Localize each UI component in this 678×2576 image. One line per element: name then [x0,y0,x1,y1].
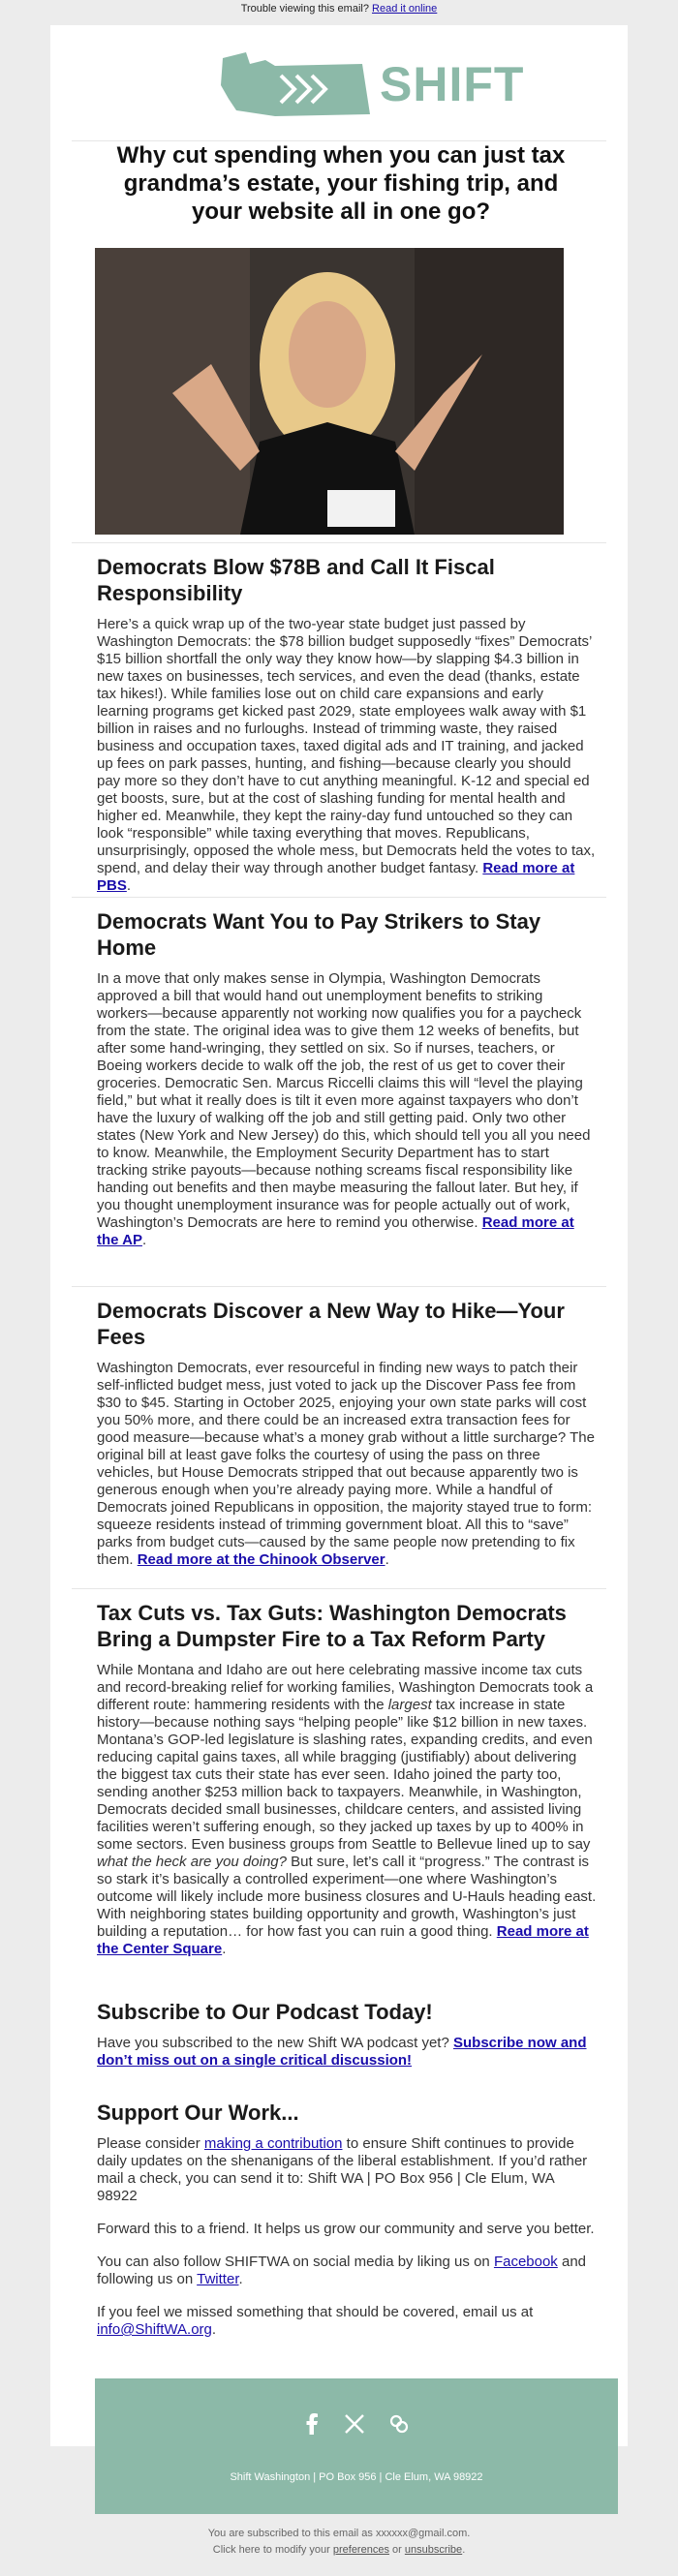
article-body: In a move that only makes sense in Olympia, Washington Democrats approved a bill that would hand out unemployment benefits to striking workers—because apparently not working now qualifies you for a paycheck from the state. The original idea was to give them 12 weeks of benefits, but after some hand-wringing, they settled on six. So if nurses, teachers, or Boeing workers decide to walk off the job, the rest of us get to cover their groceries. Democratic Sen. Marcus Riccelli claims this will “level the playing field,” but what it really does is tilt it even more against taxpayers who don’t have the luxury of walking off the job and still getting paid. Only two other states (New York and New Jersey) do this, which should tell you all you need to know. Meanwhile, the Employment Security Department has to start tracking strike payouts—because nothing screams fiscal responsibility like handing out benefits and then maybe measuring the fallout later. But hey, if you thought unemployment insurance was for people actually out of work, Washington’s Democrats are here to remind you otherwise. Read more at the AP. [97,970,591,1248]
support-email [97,2304,597,2339]
contribution-link[interactable]: making a contribution [203,2135,343,2152]
twitter-link[interactable]: Twitter [197,2271,239,2287]
support-text: If you feel we missed something that should be covered, email us at [97,2304,534,2320]
article-emphasis: largest [387,1697,432,1713]
link-icon[interactable] [388,2413,410,2439]
preheader-text: Trouble viewing this email? [240,3,369,15]
support-text: . [238,2271,243,2287]
article-body: Here’s a quick wrap up of the two-year state budget just passed by Washington Democrats: the $78 billion budget supposedly “fixes” Democrats’ $15 billion shortfall the only way they know how—by slapping $4.3 billion in new taxes on businesses, tech services, and even the dead (thanks, estate tax hikes!). While families lose out on child care expansions and early learning programs get kicked past 2029, state employees walk away with $1 billion in raises and no furloughs. Instead of trimming waste, they raised business and occupation taxes, taxed digital ads and IT training, and jacked up fees on park passes, hunting, and fishing—because clearly you should pay more so they don’t have to cut anything meaningful. K-12 and special ed get boosts, sure, but at the cost of slashing funding for mental health and higher ed. Meanwhile, they kept the rainy-day fund untouched so they can look “responsible” while taxing everything that moves. Republicans, unsurprisingly, opposed the whole mess, but Democrats held the votes to tax, spend, and delay their way through another budget fantasy. Read more at PBS. [97,616,596,894]
washington-state-icon [217,43,372,124]
article-link[interactable]: Read more at the AP [97,1214,574,1248]
footer-text: . [462,2544,466,2556]
podcast-question: Have you subscribed to the new Shift WA podcast yet? [97,2035,449,2051]
footer-band [95,2378,618,2514]
support-social [97,2254,597,2288]
article-link[interactable]: Read more at PBS [97,860,575,894]
divider [72,897,606,898]
support-text: and following us on [97,2254,587,2287]
facebook-link[interactable]: Facebook [493,2254,558,2270]
unsubscribe-footer [0,2526,678,2559]
article-title: Democrats Discover a New Way to Hike—Your Fees [97,1299,565,1349]
podcast-title: Subscribe to Our Podcast Today! [97,2000,433,2024]
article-2 [97,908,597,1249]
preferences-line [0,2542,678,2559]
article-text: Here’s a quick wrap up of the two-year state budget just passed by Washington Democrats: the $78 billion budget supposedly “fixes” Democrats’ $15 billion shortfall the only way they know how—by slapping $4.3 billion in new taxes on businesses, tech services, and even the dead (thanks, estate tax hikes!). While families lose out on child care expansions and early learning programs get kicked past 2029, state employees walk away with $1 billion in raises and no furloughs. Instead of trimming waste, they raised business and occupation taxes, taxed digital ads and IT training, and jacked up fees on park passes, hunting, and fishing—because clearly you should pay more so they don’t have to cut anything meaningful. K-12 and special ed get boosts, sure, but at the cost of slashing funding for mental health and higher ed. Meanwhile, they kept the rainy-day fund untouched so they can look “responsible” while taxing everything that moves. Republicans, unsurprisingly, opposed the whole mess, but Democrats held the votes to tax, spend, and delay their way through another budget fantasy. [97,616,596,876]
divider [72,1286,606,1287]
support-text: . [211,2321,217,2338]
support-forward: Forward this to a friend. It helps us grow our community and serve you better. [97,2221,595,2237]
article-link[interactable]: Read more at the Center Square [97,1923,589,1957]
shift-logo [217,43,525,124]
article-body: Washington Democrats, ever resourceful in finding new ways to patch their self-inflicted budget mess, just voted to jack up the Discover Pass fee from $30 to $45. Starting in October 2025, enjoying your own state parks will cost you 50% more, and there could be an increased extra transaction fees for good measure—because what’s a money grab without a little surcharge? The original bill at least gave folks the courtesy of using the pass on three vehicles, but House Democrats stripped that out because apparently two is generous enough when you’re already paying more. While a handful of Democrats joined Republicans in opposition, the majority stayed true to form: squeeze residents instead of trimming government bloat. All this to “save” parks from budget cuts—caused by the same people now pretending to fix them. Read more at the Chinook Observer. [97,1360,595,1568]
x-twitter-icon[interactable] [344,2413,365,2439]
divider [72,542,606,543]
podcast-section [97,1999,597,2070]
article-title: Democrats Blow $78B and Call It Fiscal Responsibility [97,555,495,605]
headline: Why cut spending when you can just tax grandma’s estate, your fishing trip, and your website all in one go? [116,142,566,225]
facebook-icon[interactable] [303,2413,321,2439]
email-link[interactable]: info@ShiftWA.org [97,2321,212,2338]
article-text: tax increase in state history—because nothing says “helping people” like $12 billion in new taxes. Montana’s GOP-led legislature is slashing rates, expanding credits, and even reducing capital gains taxes, all while bragging (justifiably) about delivering the biggest tax cuts their state has ever seen. Idaho joined the party too, sending another $253 million back to taxpayers. Meanwhile, in Washington, Democrats decided small businesses, childcare centers, and assisted living facilities weren’t suffering enough, so they jacked up taxes by up to 400% in some sectors. Even business groups from Seattle to Bellevue lined up to say [97,1697,593,1853]
article-link[interactable]: Read more at the Chinook Observer [137,1551,385,1568]
support-contribution [97,2135,597,2205]
article-4 [97,1600,597,1958]
footer-text: or [392,2544,402,2556]
subscription-line: You are subscribed to this email as xxxxxx@gmail.com. [207,2528,471,2539]
article-title: Democrats Want You to Pay Strikers to Stay Home [97,909,541,960]
brand-name: SHIFT [380,57,525,111]
article-text: While Montana and Idaho are out here celebrating massive income tax cuts and record-breaking relief for working families, Washington Democrats took a different route: hammering residents with the [97,1662,594,1713]
hero-image [95,248,564,535]
hero-photo [95,248,564,535]
read-online-link[interactable]: Read it online [372,3,438,15]
article-text: In a move that only makes sense in Olympia, Washington Democrats approved a bill that would hand out unemployment benefits to striking workers—because apparently not working now qualifies you for a paycheck from the state. The original idea was to give them 12 weeks of benefits, but after some hand-wringing, they settled on six. So if nurses, teachers, or Boeing workers decide to walk off the job, the rest of us get to cover their groceries. Democratic Sen. Marcus Riccelli claims this will “level the playing field,” but what it really does is tilt it even more against taxpayers who don’t have the luxury of walking off the job and still getting paid. Only two other states (New York and New Jersey) do this, which should tell you all you need to know. Meanwhile, the Employment Security Department has to start tracking strike payouts—because nothing screams fiscal responsibility like handing out benefits and then maybe measuring the fallout later. But hey, if you thought unemployment insurance was for people actually out of work, Washington’s Democrats are here to remind you otherwise. [97,970,591,1231]
support-text: You can also follow SHIFTWA on social media by liking us on [97,2254,490,2270]
support-text: Please consider [97,2135,200,2152]
preheader [0,0,678,25]
article-3 [97,1298,597,1569]
podcast-subscribe-link[interactable]: Subscribe now and don’t miss out on a single critical discussion! [97,2035,587,2069]
footer-address: Shift Washington | PO Box 956 | Cle Elum, WA 98922 [230,2471,483,2483]
article-title: Tax Cuts vs. Tax Guts: Washington Democrats Bring a Dumpster Fire to a Tax Reform Party [97,1601,567,1651]
article-emphasis: what the heck are you doing? [97,1854,287,1870]
article-body: While Montana and Idaho are out here celebrating massive income tax cuts and record-breaking relief for working families, Washington Democrats took a different route: hammering residents with the largest tax increase in state history—because nothing says “helping people” like $12 billion in new taxes. Montana’s GOP-led legislature is slashing rates, expanding credits, and even reducing capital gains taxes, all while bragging (justifiably) about delivering the biggest tax cuts their state has ever seen. Idaho joined the party too, sending another $253 million back to taxpayers. Meanwhile, in Washington, Democrats decided small businesses, childcare centers, and assisted living facilities weren’t suffering enough, so they jacked up taxes by up to 400% in some sectors. Even business groups from Seattle to Bellevue lined up to say what the heck are you doing? But sure, let’s call it “progress.” The contrast is so stark it’s basically a controlled experiment—one where Washington’s outcome will likely include more business closures and U-Hauls heading east. With neighboring states building opportunity and growth, Washington’s just building a reputation… for how fast you can ruin a good thing. Read more at the Center Square. [97,1662,597,1957]
article-text: But sure, let’s call it “progress.” The contrast is so stark it’s basically a controlled experiment—one where Washington’s outcome will likely include more business closures and U-Hauls heading east. With neighboring states building opportunity and growth, Washington’s just building a reputation… for how fast you can ruin a good thing. [97,1854,597,1940]
article-text: Washington Democrats, ever resourceful in finding new ways to patch their self-inflicted budget mess, just voted to jack up the Discover Pass fee from $30 to $45. Starting in October 2025, enjoying your own state parks will cost you 50% more, and there could be an increased extra transaction fees for good measure—because what’s a money grab without a little surcharge? The original bill at least gave folks the courtesy of using the pass on three vehicles, but House Democrats stripped that out because apparently two is generous enough when you’re already paying more. While a handful of Democrats joined Republicans in opposition, the majority stayed true to form: squeeze residents instead of trimming government bloat. All this to “save” parks from budget cuts—caused by the same people now pretending to fix them. [97,1360,595,1568]
podcast-text [97,2035,597,2070]
article-1 [97,554,597,895]
footer-text: Click here to modify your [212,2544,330,2556]
unsubscribe-link[interactable]: unsubscribe [404,2544,463,2556]
support-title: Support Our Work... [97,2101,299,2125]
support-section [97,2100,597,2339]
divider [72,1588,606,1589]
social-icons [95,2413,618,2439]
preferences-link[interactable]: preferences [332,2544,389,2556]
support-text: to ensure Shift continues to provide daily updates on the shenanigans of the liberal establishment. If you’d rather mail a check, you can send it to: Shift WA | PO Box 956 | Cle Elum, WA 98922 [97,2135,588,2204]
email-card [50,25,628,2483]
